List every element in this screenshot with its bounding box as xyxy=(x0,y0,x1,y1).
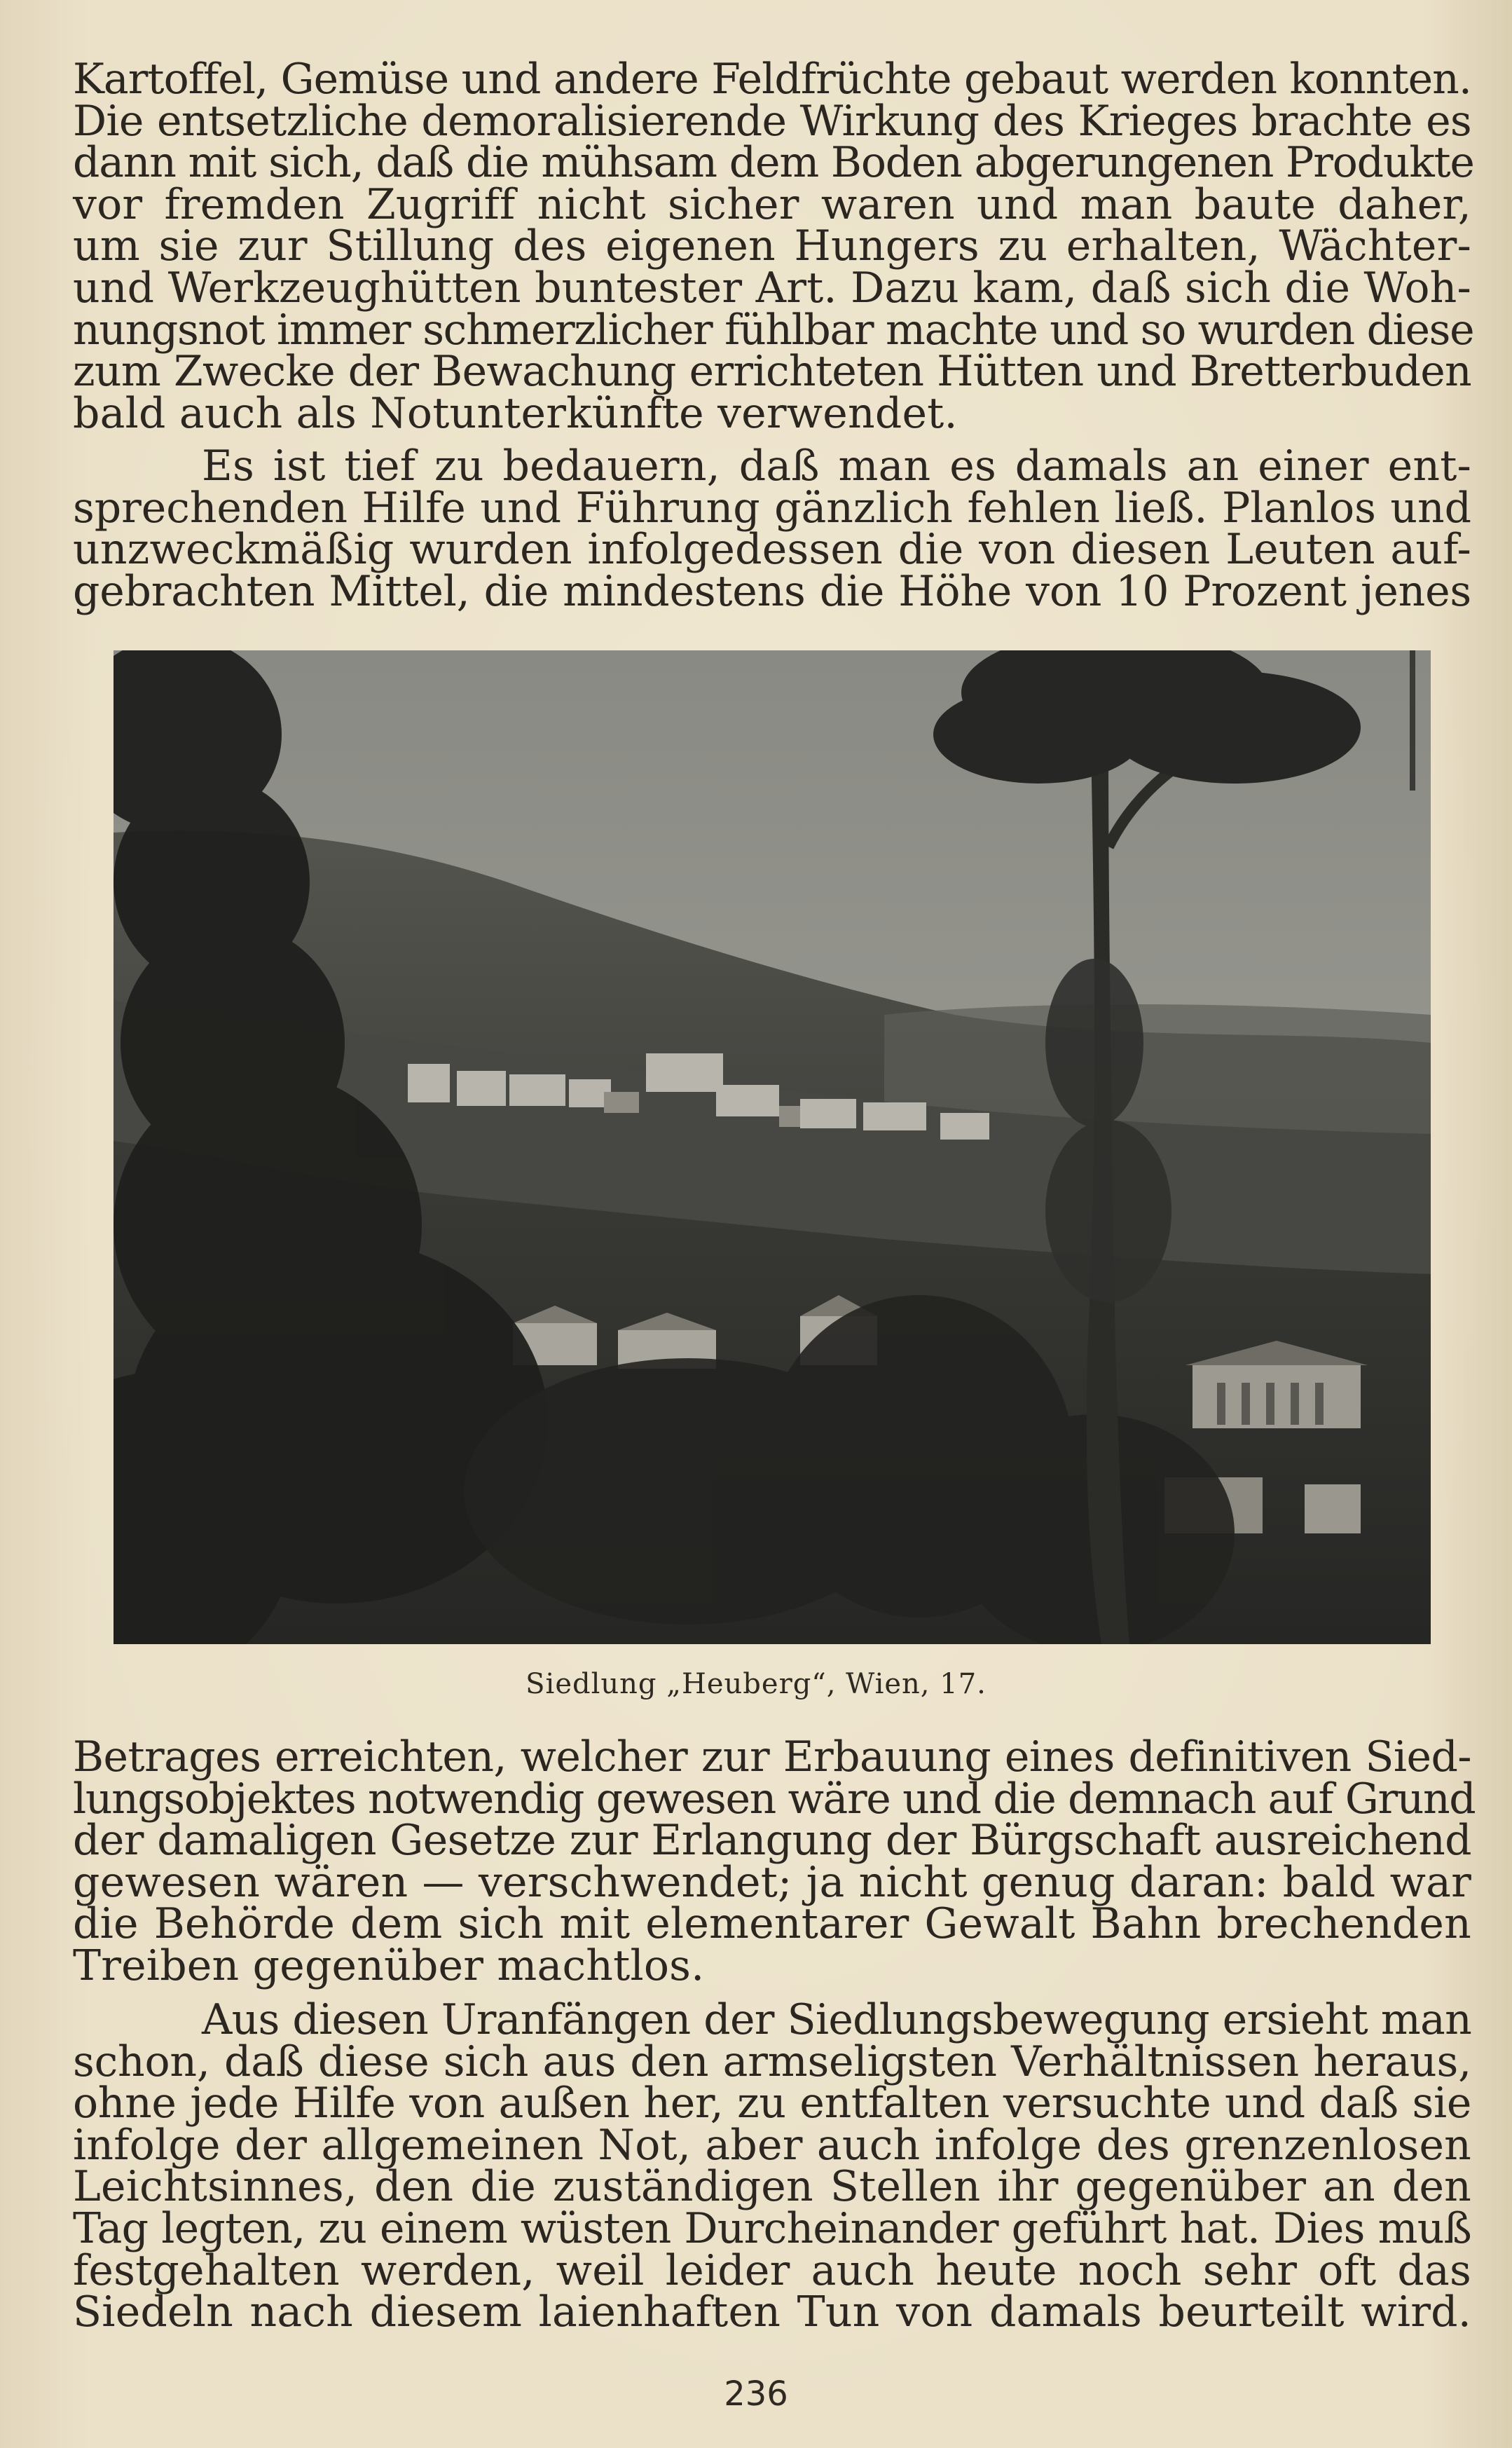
paragraph-4 xyxy=(73,1995,1471,2337)
text-line: Tag legten, zu einem wüsten Durcheinander geführt hat. Dies muß xyxy=(73,2203,1471,2253)
page-number: 236 xyxy=(724,2374,788,2414)
text-line: gebrachten Mittel, die mindestens die Höhe von 10 Prozent jenes xyxy=(73,566,1471,616)
paragraph-2 xyxy=(73,442,1471,616)
text-line: um sie zur Stillung des eigenen Hungers zu erhalten, Wächter- xyxy=(73,221,1471,271)
text-line: Es ist tief zu bedauern, daß man es damals an einer ent- xyxy=(202,442,1471,491)
text-line: Aus diesen Uranfängen der Siedlungsbewegung ersieht man xyxy=(202,1995,1471,2044)
text-line: infolge der allgemeinen Not, aber auch infolge des grenzenlosen xyxy=(73,2120,1471,2170)
text-line: Leichtsinnes, den die zuständigen Stellen ihr gegenüber an den xyxy=(73,2162,1471,2212)
text-line: Kartoffel, Gemüse und andere Feldfrüchte gebaut werden konnten. xyxy=(73,55,1471,104)
text-line: Siedeln nach diesem laienhaften Tun von damals beurteilt wird. xyxy=(73,2288,1471,2337)
text-line: Treiben gegenüber machtlos. xyxy=(73,1941,705,1990)
paragraph-1 xyxy=(73,55,1474,438)
text-line: schon, daß diese sich aus den armseligsten Verhältnissen heraus, xyxy=(73,2037,1471,2086)
text-line: die Behörde dem sich mit elementarer Gewalt Bahn brechenden xyxy=(73,1899,1471,1949)
text-line: dann mit sich, daß die mühsam dem Boden abgerungenen Produkte xyxy=(73,138,1474,188)
text-line: nungsnot immer schmerzlicher fühlbar machte und so wurden diese xyxy=(73,305,1474,355)
text-line: zum Zwecke der Bewachung errichteten Hütten und Bretterbuden xyxy=(73,347,1471,397)
text-line: vor fremden Zugriff nicht sicher waren und man baute daher, xyxy=(73,179,1471,229)
text-line: ohne jede Hilfe von außen her, zu entfalten versuchte und daß sie xyxy=(73,2079,1471,2128)
text-line: und Werkzeughütten buntester Art. Dazu kam, daß sich die Woh- xyxy=(73,263,1471,313)
text-line: gewesen wären — verschwendet; ja nicht genug daran: bald war xyxy=(73,1857,1471,1907)
paragraph-3 xyxy=(73,1732,1476,1990)
text-line: Betrages erreichten, welcher zur Erbauung eines definitiven Sied- xyxy=(73,1732,1471,1782)
text-line: der damaligen Gesetze zur Erlangung der Bürgschaft ausreichend xyxy=(73,1816,1471,1866)
text-line: lungsobjektes notwendig gewesen wäre und die demnach auf Grund xyxy=(73,1774,1476,1824)
text-line: sprechenden Hilfe und Führung gänzlich fehlen ließ. Planlos und xyxy=(73,483,1471,533)
text-line: bald auch als Notunterkünfte verwendet. xyxy=(73,388,958,438)
settlement-photograph xyxy=(114,650,1431,1644)
text-line: unzweckmäßig wurden infolgedessen die von diesen Leuten auf- xyxy=(73,525,1471,575)
figure-caption: Siedlung „Heuberg“, Wien, 17. xyxy=(525,1668,987,1700)
text-line: festgehalten werden, weil leider auch heute noch sehr oft das xyxy=(73,2245,1471,2295)
text-line: Die entsetzliche demoralisierende Wirkung des Krieges brachte es xyxy=(73,96,1471,146)
